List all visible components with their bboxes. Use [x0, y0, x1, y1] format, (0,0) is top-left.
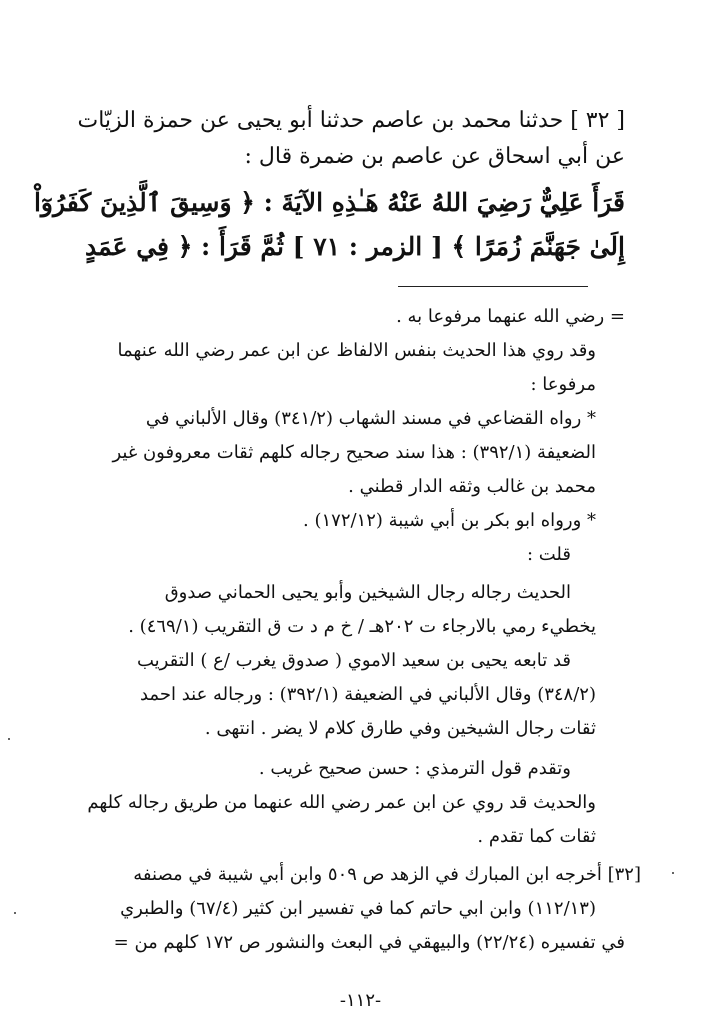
quran-verse-line-1: قَرَأَ عَلِيٌّ رَضِيَ اللهُ عَنْهُ هَـٰذِهِ الآيَةَ : ﴿ وَسِيقَ ٱلَّذِينَ كَفَرُوٓاْ [33, 188, 625, 217]
page-number: -١١٢- [339, 990, 382, 1011]
scan-speck [14, 912, 16, 914]
footnote-line: محمد بن غالب وثقه الدار قطني . [348, 476, 596, 497]
main-text-line-2: عن أبي اسحاق عن عاصم بن ضمرة قال : [244, 144, 625, 169]
scan-speck [672, 872, 674, 874]
footnote-line: [٣٢] أخرجه ابن المبارك في الزهد ص ٥٠٩ وابن أبي شيبة في مصنفه [133, 864, 641, 885]
quran-verse-line-2: إِلَىٰ جَهَنَّمَ زُمَرًا ﴾ [ الزمر : ٧١ ] ثُمَّ قَرَأَ : ﴿ فِي عَمَدٍ [85, 232, 625, 261]
footnote-line: (٣٤٨/٢) وقال الألباني في الضعيفة (٣٩٢/١) : ورجاله عند احمد [139, 684, 596, 705]
footnote-line: مرفوعا : [530, 374, 596, 395]
main-text-line-1: [ ٣٢ ] حدثنا محمد بن عاصم حدثنا أبو يحيى عن حمزة الزيّات [77, 108, 625, 133]
scan-speck [8, 738, 10, 740]
footnote-line: وقد روي هذا الحديث بنفس الالفاظ عن ابن عمر رضي الله عنهما [117, 340, 596, 361]
footnote-line: ثقات كما تقدم . [477, 826, 596, 847]
footnote-line: * ورواه ابو بكر بن أبي شيبة (١٧٢/١٢) . [303, 510, 596, 531]
footnote-line: يخطيء رمي بالارجاء ت ٢٠٢هـ / خ م د ت ق التقريب (٤٦٩/١) . [128, 616, 596, 637]
footnote-line: = رضي الله عنهما مرفوعا به . [396, 306, 625, 327]
footnote-line: وتقدم قول الترمذي : حسن صحيح غريب . [258, 758, 571, 779]
footnote-line: في تفسيره (٢٢/٢٤) والبيهقي في البعث والنشور ص ١٧٢ كلهم من = [113, 932, 625, 953]
footnote-line: قد تابعه يحيى بن سعيد الاموي ( صدوق يغرب /ع ) التقريب [137, 650, 571, 671]
footnote-line: (١١٢/١٣) وابن ابي حاتم كما في تفسير ابن كثير (٦٧/٤) والطبري [120, 898, 596, 919]
footnote-divider [398, 286, 588, 287]
footnote-line: والحديث قد روي عن ابن عمر رضي الله عنهما من طريق رجاله كلهم [87, 792, 596, 813]
footnote-line: قلت : [526, 544, 571, 565]
footnote-line: الحديث رجاله رجال الشيخين وأبو يحيى الحماني صدوق [164, 582, 571, 603]
footnote-line: ثقات رجال الشيخين وفي طارق كلام لا يضر . انتهى . [204, 718, 596, 739]
footnote-line: * رواه القضاعي في مسند الشهاب (٣٤١/٢) وقال الألباني في [145, 408, 596, 429]
footnote-line: الضعيفة (٣٩٢/١) : هذا سند صحيح رجاله كلهم ثقات معروفون غير [112, 442, 596, 463]
